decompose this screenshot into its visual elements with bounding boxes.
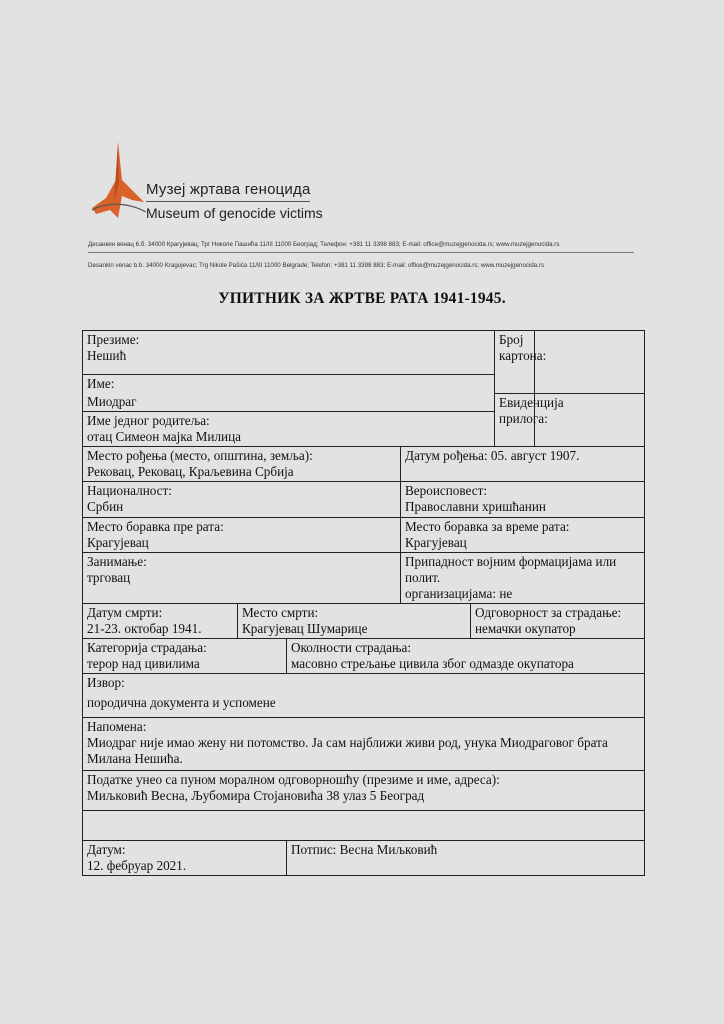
attachments-label-cell [495, 393, 564, 447]
museum-logo-text [146, 180, 323, 222]
circumstances-value: масовно стрељање цивила због одмазде окупатора [291, 656, 574, 671]
occupation-label: Занимање: [87, 554, 147, 569]
residence-before-cell [83, 518, 401, 553]
surname-cell [83, 331, 495, 375]
nationality-cell [83, 482, 401, 518]
name-value: Миодраг [87, 394, 137, 409]
museum-name-cyrillic: Музеј жртава геноцида [146, 181, 311, 198]
source-value: породична документа и успомене [87, 695, 276, 710]
source-cell [83, 674, 645, 718]
museum-name-english: Museum of genocide victims [146, 205, 323, 221]
parent-value: отац Симеон мајка Милица [87, 429, 242, 444]
death-place-label: Место смрти: [242, 605, 319, 620]
source-label: Извор: [87, 675, 125, 690]
questionnaire-table [82, 330, 645, 876]
birthplace-cell [83, 447, 401, 482]
responsibility-label: Одговорност за страдање: [475, 605, 622, 620]
religion-cell [401, 482, 645, 518]
parent-cell [83, 412, 495, 447]
nationality-label: Националност: [87, 483, 172, 498]
religion-value: Православни хришћанин [405, 499, 546, 514]
circumstances-label: Околности страдања: [291, 640, 412, 655]
form-title: УПИТНИК ЗА ЖРТВЕ РАТА 1941-1945. [218, 290, 506, 307]
signature-label: Потпис: Весна Миљковић [291, 842, 438, 857]
responsibility-value: немачки окупатор [475, 621, 576, 636]
name-label: Име: [87, 376, 115, 391]
category-value: терор над цивилима [87, 656, 200, 671]
residence-before-value: Крагујевац [87, 535, 149, 550]
affiliation-value: организацијама: не [405, 586, 513, 601]
birthdate-cell [401, 447, 645, 482]
death-place-cell [238, 604, 471, 639]
date-value: 12. фебруар 2021. [87, 858, 187, 873]
note-label: Напомена: [87, 719, 147, 734]
note-value: Миодраг није имао жену ни потомство. Ја сам најближи живи род, унука Миодраговог брата Милана Нешића. [87, 735, 608, 766]
date-label: Датум: [87, 842, 126, 857]
logo-divider [146, 201, 310, 202]
residence-during-label: Место боравка за време рата: [405, 519, 570, 534]
residence-during-cell [401, 518, 645, 553]
surname-label: Презиме: [87, 332, 140, 347]
header-divider [88, 252, 634, 253]
responsibility-cell [471, 604, 645, 639]
note-cell [83, 718, 645, 771]
parent-label: Име једног родитеља: [87, 413, 210, 428]
blank-line [83, 811, 645, 841]
address-cyrillic: Десанкин венац 6.б. 34000 Крагујевац; Трг Николе Пашића 11/III 11000 Београд; Телефон: +381 11 3398 883; E-mail: office@muzejgenocida.rs; www.muzejgenocida.rs [88, 241, 560, 248]
address-latin: Desankin venac b.b. 34000 Kragujevac; Trg Nikole Pašića 11/III 11000 Belgrade; Telefon: +381 11 3398 883; E-mail: office@muzejgenocida.rs; www.muzejgenocida.rs [88, 262, 545, 269]
card-number-label-cell [495, 331, 547, 394]
death-date-cell [83, 604, 238, 639]
signature-cell [287, 841, 645, 876]
museum-logo-icon [88, 140, 148, 222]
card-number-label: Број картона: [499, 332, 547, 363]
entered-by-label: Податке унео са пуном моралном одговорношћу (презиме и име, адреса): [87, 772, 500, 787]
birthdate-label: Датум рођења: 05. август 1907. [405, 448, 580, 463]
entered-by-value: Миљковић Весна, Љубомира Стојановића 38 улаз 5 Београд [87, 788, 425, 803]
entered-by-cell [83, 771, 645, 811]
residence-before-label: Место боравка пре рата: [87, 519, 224, 534]
card-number-value [535, 331, 645, 394]
category-label: Категорија страдања: [87, 640, 207, 655]
category-cell [83, 639, 287, 674]
occupation-value: трговац [87, 570, 131, 585]
birthplace-value: Рековац, Рековац, Краљевина Србија [87, 464, 294, 479]
death-date-label: Датум смрти: [87, 605, 163, 620]
name-cell-top [83, 375, 495, 394]
birthplace-label: Место рођења (место, општина, земља): [87, 448, 313, 463]
nationality-value: Србин [87, 499, 124, 514]
death-place-value: Крагујевац Шумарице [242, 621, 368, 636]
attachments-label: Евиденција прилога: [499, 394, 564, 426]
date-cell [83, 841, 287, 876]
death-date-value: 21-23. октобар 1941. [87, 621, 202, 636]
occupation-cell [83, 553, 401, 604]
surname-value: Нешић [87, 348, 127, 363]
residence-during-value: Крагујевац [405, 535, 467, 550]
religion-label: Вероисповест: [405, 483, 488, 498]
name-cell [83, 393, 495, 412]
affiliation-label: Припадност војним формацијама или полит. [405, 554, 617, 585]
affiliation-cell [401, 553, 645, 604]
circumstances-cell [287, 639, 645, 674]
